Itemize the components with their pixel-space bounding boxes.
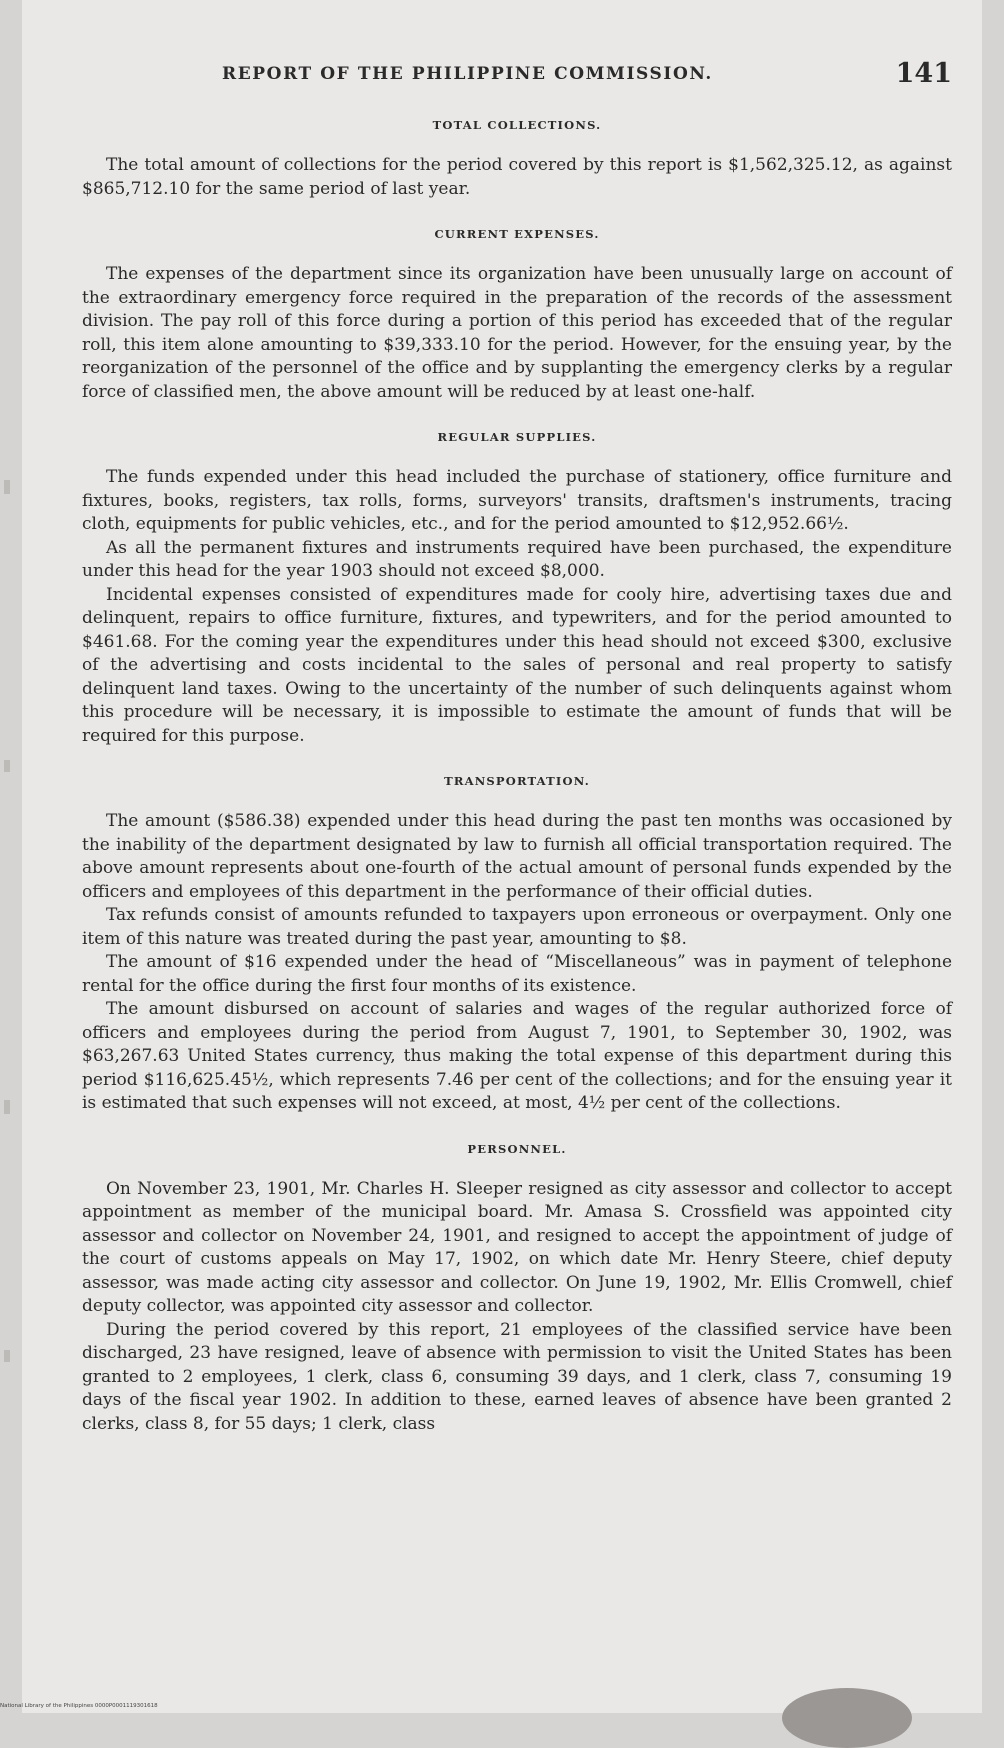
paragraph-regular-supplies-funds: The funds expended under this head included the purchase of stationery, office furniture and fixtures, books, registers, tax rolls, forms, surveyors' transits, draftsmen's instruments, tracing cloth, equipments for public vehicles, etc., and for the period amounted to $12,952.66½. [82,467,952,534]
paragraph-total-collections: The total amount of collections for the period covered by this report is $1,562,325.12, as against $865,712.10 for the same period of last year. [82,155,952,199]
page-number: 141 [895,58,952,89]
paragraph-personnel-appointments: On November 23, 1901, Mr. Charles H. Sleeper resigned as city assessor and collector to accept appointment as member of the municipal board. Mr. Amasa S. Crossfield was appointed city assessor and collector on November 24, 1901, and resigned to accept the appointment of judge of the court of customs appeals on May 17, 1902, on which date Mr. Henry Steere, chief deputy assessor, was made acting city assessor and collector. On June 19, 1902, Mr. Ellis Cromwell, chief deputy collector, was appointed city assessor and collector. [82,1178,952,1316]
running-head [222,58,952,98]
section-heading-current-expenses: CURRENT EXPENSES. [434,227,600,241]
section-heading-personnel: PERSONNEL. [467,1141,567,1156]
paragraph-miscellaneous: The amount of $16 expended under the head of “Miscellaneous” was in payment of telephone rental for the office during the first four months of its existence. [82,952,952,996]
library-stamp: National Library of the Philippines [0,1703,94,1709]
page-content [82,118,952,1436]
paragraph-personnel-leaves: During the period covered by this report, 21 employees of the classified service have been discharged, 23 have resigned, leave of absence with permission to visit the United States has been granted to 2 employees, 1 clerk, class 6, consuming 39 days, and 1 clerk, class 7, consuming 19 days of the fiscal year 1902. In addition to these, earned leaves of absence have been granted 2 clerks, class 8, for 55 days; 1 clerk, class [82,1319,952,1434]
binding-mark [4,480,10,494]
paragraph-regular-supplies-incidental: Incidental expenses consisted of expenditures made for cooly hire, advertising taxes due and delinquent, repairs to office furniture, fixtures, and typewriters, and for the period amounted to $461.68. For the coming year the expenditures under this head should not exceed $300, exclusive of the advertising and costs incidental to the sales of personal and real property to satisfy delinquent land taxes. Owing to the uncertainty of the number of such delinquents against whom this procedure will be necessary, it is impossible to estimate the amount of funds that will be required for this purpose. [82,584,952,746]
running-title: REPORT OF THE PHILIPPINE COMMISSION. [222,64,713,84]
section-heading-regular-supplies: REGULAR SUPPLIES. [437,430,597,444]
section-heading-total-collections: TOTAL COLLECTIONS. [432,118,602,132]
paragraph-tax-refunds: Tax refunds consist of amounts refunded to taxpayers upon erroneous or overpayment. Only one item of this nature was treated during the past year, amounting to $8. [82,905,952,949]
paragraph-salaries: The amount disbursed on account of salaries and wages of the regular authorized force of officers and employees during the period from August 7, 1901, to September 30, 1902, was $63,267.63 United States currency, thus making the total expense of this department during this period $116,625.45½, which represents 7.46 per cent of the collections; and for the ensuing year it is estimated that such expenses will not exceed, at most, 4½ per cent of the collections. [82,999,952,1113]
paragraph-current-expenses: The expenses of the department since its organization have been unusually large on account of the extraordinary emergency force required in the preparation of the records of the assessment division. The pay roll of this force during a portion of this period has exceeded that of the regular roll, this item alone amounting to $39,333.10 for the period. However, for the ensuing year, by the reorganization of the personnel of the office and by supplanting the emergency clerks by a regular force of classified men, the above amount will be reduced by at least one-half. [82,264,952,402]
scanner-thumb-shadow [782,1688,912,1748]
scan-footer [0,1703,158,1709]
binding-mark [4,1100,10,1114]
binding-mark [4,760,10,772]
paragraph-regular-supplies-fixtures: As all the permanent fixtures and instruments required have been purchased, the expenditure under this head for the year 1903 should not exceed $8,000. [82,537,952,581]
section-heading-transportation: TRANSPORTATION. [444,774,590,788]
paragraph-transportation-amount: The amount ($586.38) expended under this head during the past ten months was occasioned by the inability of the department designated by law to furnish all official transportation required. The above amount represents about one-fourth of the actual amount of personal funds expended by the officers and employees of this department in the performance of their official duties. [82,811,952,902]
image-code: 0000P0001119301618 [94,1703,158,1709]
document-page [22,0,982,1713]
binding-mark [4,1350,10,1362]
